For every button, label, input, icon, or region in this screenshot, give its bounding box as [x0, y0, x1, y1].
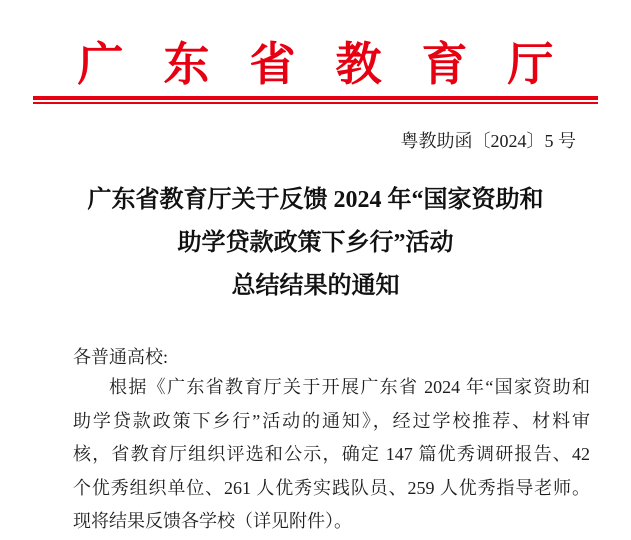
- paragraph-line-4: 个优秀组织单位、261 人优秀实践队员、259 人优秀指导老师。: [73, 477, 590, 498]
- notice-title-line-1: 广东省教育厅关于反馈 2024 年“国家资助和: [87, 187, 544, 213]
- notice-title-line-3: 总结结果的通知: [231, 273, 400, 299]
- red-divider-thin-line: [33, 102, 598, 104]
- notice-title-line-2: 助学贷款政策下乡行”活动: [177, 230, 454, 256]
- red-divider-thick-line: [33, 96, 598, 100]
- red-divider: [33, 96, 598, 104]
- paragraph-line-2: 助学贷款政策下乡行”活动的通知》，经过学校推荐、材料审: [73, 410, 590, 431]
- paragraph-line-1: 根据《广东省教育厅关于开展广东省 2024 年“国家资助和: [109, 377, 590, 397]
- paragraph-line-3: 核，省教育厅组织评选和公示，确定 147 篇优秀调研报告、42: [73, 444, 590, 464]
- letterhead-agency-title: 广东省教育厅: [77, 39, 594, 90]
- notice-title: [0, 179, 631, 308]
- paragraph-line-5: 现将结果反馈各学校（详见附件）。: [73, 511, 352, 531]
- document-reference-number: 粤教助函〔2024〕5 号: [400, 131, 576, 151]
- body-paragraph: [73, 371, 590, 539]
- salutation: 各普通高校:: [73, 347, 169, 367]
